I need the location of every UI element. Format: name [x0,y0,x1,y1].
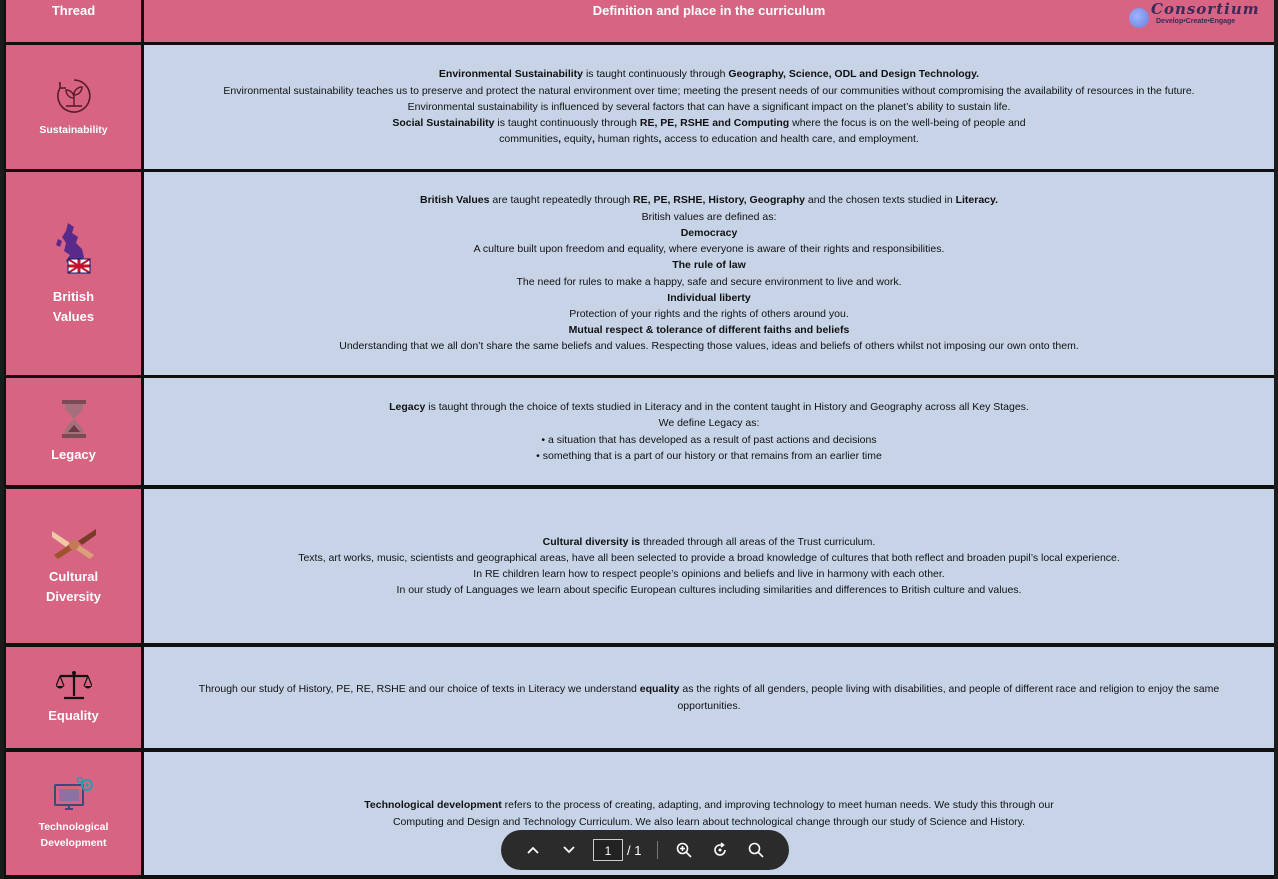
column-header-definition [144,0,1274,42]
definition-cell [144,647,1274,748]
thread-label: Legacy [51,446,96,462]
text: In our study of Languages we learn about specific European cultures including similarities and differences to British culture and values. [396,584,1022,597]
text: opportunities. [677,699,741,712]
definition-line [164,66,1254,82]
bold-text: British Values [419,194,490,207]
logo-tagline: Develop•Create•Engage [1156,18,1236,25]
rotate-button[interactable] [702,835,738,865]
bold-text: Geography, Science, ODL and Design Technology. [728,68,980,81]
text: Computing and Design and Technology Curriculum. We also learn about technological change through our study of Science and History. [392,815,1026,828]
definition-line [164,115,1254,131]
definition-line [164,338,1254,354]
definition-line [164,582,1254,598]
definition-line [164,399,1254,415]
row-sustainability [4,45,1274,169]
text: Environmental sustainability teaches us to preserve and protect the natural environment over time; meeting the present needs of our communities without compromising the availability of resources in the future. [223,84,1195,97]
chevron-up-icon [526,845,540,855]
text: is taught through the choice of texts studied in Literacy and in the content taught in History and Geography across all Key Stages. [425,401,1029,414]
bold-text: Cultural diversity is [542,535,641,548]
previous-page-button[interactable] [515,835,551,865]
diverse-hands-icon [50,525,98,561]
thread-cell [6,172,141,375]
bold-text: Mutual respect & tolerance of different faiths and beliefs [568,324,850,337]
bold-text: , [591,133,595,146]
text: access to education and health care, and employment. [661,133,919,146]
british-values-icon [52,221,96,281]
text: Understanding that we all don’t share the same beliefs and values. Respecting those values, ideas and beliefs of others whilst not imposing our own onto them. [339,340,1079,353]
page-number-input[interactable]: 1 [593,839,623,861]
text: equity [561,133,592,146]
text: refers to the process of creating, adapting, and improving technology to meet human needs. We study this through our [501,799,1054,812]
definition-line [164,274,1254,290]
definition-line [164,698,1254,714]
text: Environmental sustainability is influenced by several factors that can have a significant impact on the planet’s ability to sustain life. [407,100,1011,113]
thread-label: Cultural Diversity [46,569,101,604]
scales-icon [56,670,92,700]
thread-label: Sustainability [39,124,108,136]
definition-line [164,306,1254,322]
pdf-page-toolbar [501,830,789,870]
consortium-logo [1129,2,1264,32]
thread-cell [6,752,141,875]
page-total: / 1 [627,842,642,858]
text: as the rights of all genders, people living with disabilities, and people of different race and religion to enjoy the same [679,683,1220,696]
definition-line [164,534,1254,550]
bold-text: , [658,133,662,146]
row-equality [4,647,1274,748]
text: • a situation that has developed as a result of past actions and decisions [541,433,877,446]
thread-cell [6,647,141,748]
text: British values are defined as: [641,210,777,223]
row-cultural-diversity [4,489,1274,643]
text: and the chosen texts studied in [804,194,956,207]
definition-line [164,209,1254,225]
definition-cell [144,45,1274,169]
row-british-values [4,172,1274,375]
definition-cell [144,378,1274,485]
definition-line [164,432,1254,448]
definition-line [164,448,1254,464]
bold-text: , [558,133,562,146]
definition-line [164,797,1254,813]
bold-text: RE, PE, RSHE, History, Geography [633,194,805,207]
search-icon [748,842,764,858]
text: We define Legacy as: [658,417,760,430]
next-page-button[interactable] [551,835,587,865]
text: communities [499,133,559,146]
definition-line [164,290,1254,306]
thread-cell [6,489,141,643]
bold-text: RE, PE, RSHE and Computing [639,117,790,130]
bold-text: Individual liberty [667,291,751,304]
bold-text: Legacy [389,401,426,414]
text: In RE children learn how to respect people’s opinions and beliefs and live in harmony with each other. [473,568,945,580]
document-page [4,0,1274,879]
column-header-definition-label: Definition and place in the curriculum [592,3,826,18]
definition-line [164,241,1254,257]
definition-line [164,99,1254,115]
column-header-thread: Thread [6,0,141,42]
definition-line [164,257,1254,273]
zoom-in-icon [676,842,692,858]
zoom-in-button[interactable] [666,835,702,865]
toolbar-divider [657,841,658,859]
definition-line [164,225,1254,241]
logo-name: Consortium [1151,0,1260,18]
sustainability-icon [54,76,94,116]
bold-text: The rule of law [672,259,746,272]
text: The need for rules to make a happy, safe and secure environment to live and work. [516,275,902,288]
hourglass-icon [59,399,89,439]
definition-line [164,131,1254,147]
thread-label: British Values [52,288,95,324]
chevron-down-icon [562,845,576,855]
text: is taught continuously through [583,68,729,81]
definition-line [164,192,1254,208]
bold-text: Social Sustainability [392,117,495,130]
text: Through our study of History, PE, RE, RSHE and our choice of texts in Literacy we understand [198,683,640,696]
thread-label: Equality [48,707,99,723]
definition-cell [144,489,1274,643]
definition-line [164,550,1254,566]
text: Texts, art works, music, scientists and geographical areas, have all been selected to provide a broad knowledge of cultures that both reflect and broaden pupil’s local experience. [298,551,1120,564]
bold-text: Environmental Sustainability [438,68,584,81]
text: • something that is a part of our history or that remains from an earlier time [536,449,882,462]
definition-line [164,566,1254,582]
text: where the focus is on the well-being of people and [789,117,1026,130]
thread-label: Technological Development [38,820,109,849]
bold-text: Technological development [364,799,502,812]
text: A culture built upon freedom and equality, where everyone is aware of their rights and responsibilities. [473,243,945,256]
search-button[interactable] [738,835,774,865]
row-legacy [4,378,1274,485]
bold-text: Democracy [680,226,738,239]
definition-line [164,814,1254,830]
text: Protection of your rights and the rights of others around you. [569,307,849,320]
thread-cell [6,378,141,485]
text: is taught continuously through [494,117,640,130]
thread-cell [6,45,141,169]
bold-text: equality [639,683,680,696]
text: are taught repeatedly through [489,194,634,207]
definition-line [164,415,1254,431]
computer-gear-icon [53,777,95,813]
logo-mark-icon [1129,8,1149,28]
definition-line [164,83,1254,99]
definition-cell [144,172,1274,375]
definition-line [164,322,1254,338]
text: human rights [594,133,659,146]
bold-text: Literacy. [955,194,999,207]
rotate-icon [712,842,728,858]
definition-line [164,681,1254,697]
text: threaded through all areas of the Trust curriculum. [640,535,876,548]
